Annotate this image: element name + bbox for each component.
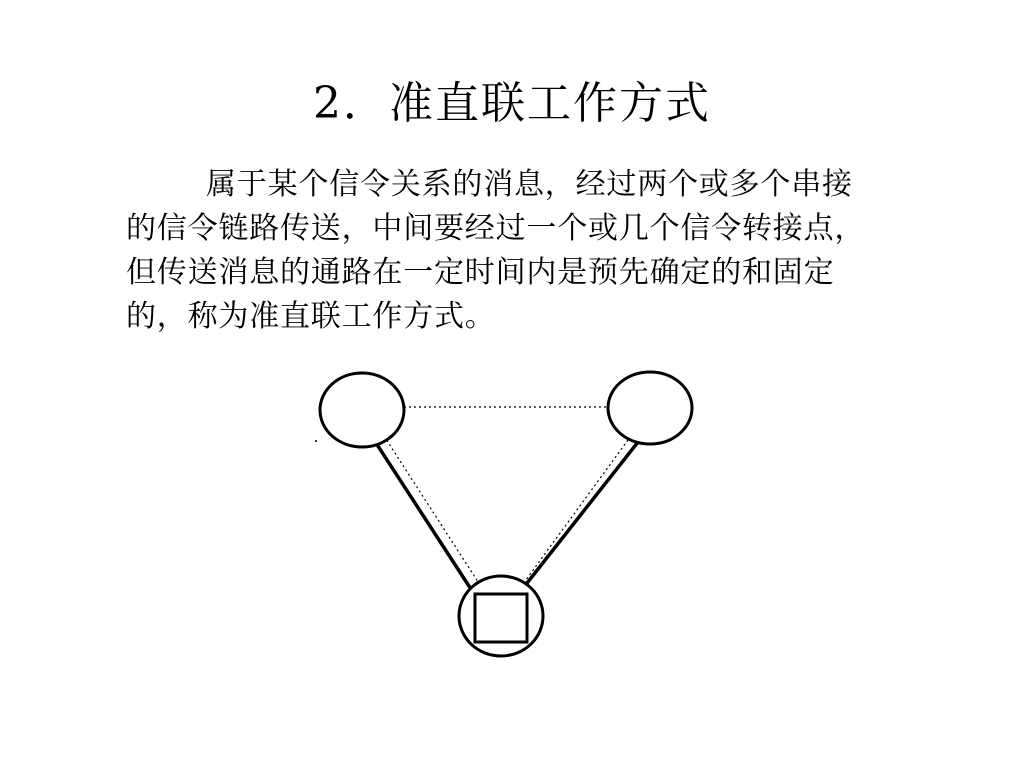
paragraph-line-2: 的信令链路传送，中间要经过一个或几个信令转接点， <box>126 211 866 246</box>
signaling-point-left <box>320 373 404 447</box>
link-dotted-left-bottom <box>384 436 482 588</box>
paragraph-line-4: 的，称为准直联工作方式。 <box>126 299 496 334</box>
link-solid-left-bottom <box>376 443 478 600</box>
signaling-transfer-point-square <box>475 594 527 642</box>
link-dotted-right-bottom <box>520 440 628 588</box>
signaling-point-right <box>608 372 692 444</box>
link-solid-right-bottom <box>520 442 638 592</box>
stray-mark <box>315 440 317 442</box>
paragraph-line-3: 但传送消息的通路在一定时间内是预先确定的和固定 <box>126 255 835 290</box>
slide-title: 2．准直联工作方式 <box>313 78 711 129</box>
paragraph-line-1: 属于某个信令关系的消息，经过两个或多个串接 <box>206 167 853 202</box>
